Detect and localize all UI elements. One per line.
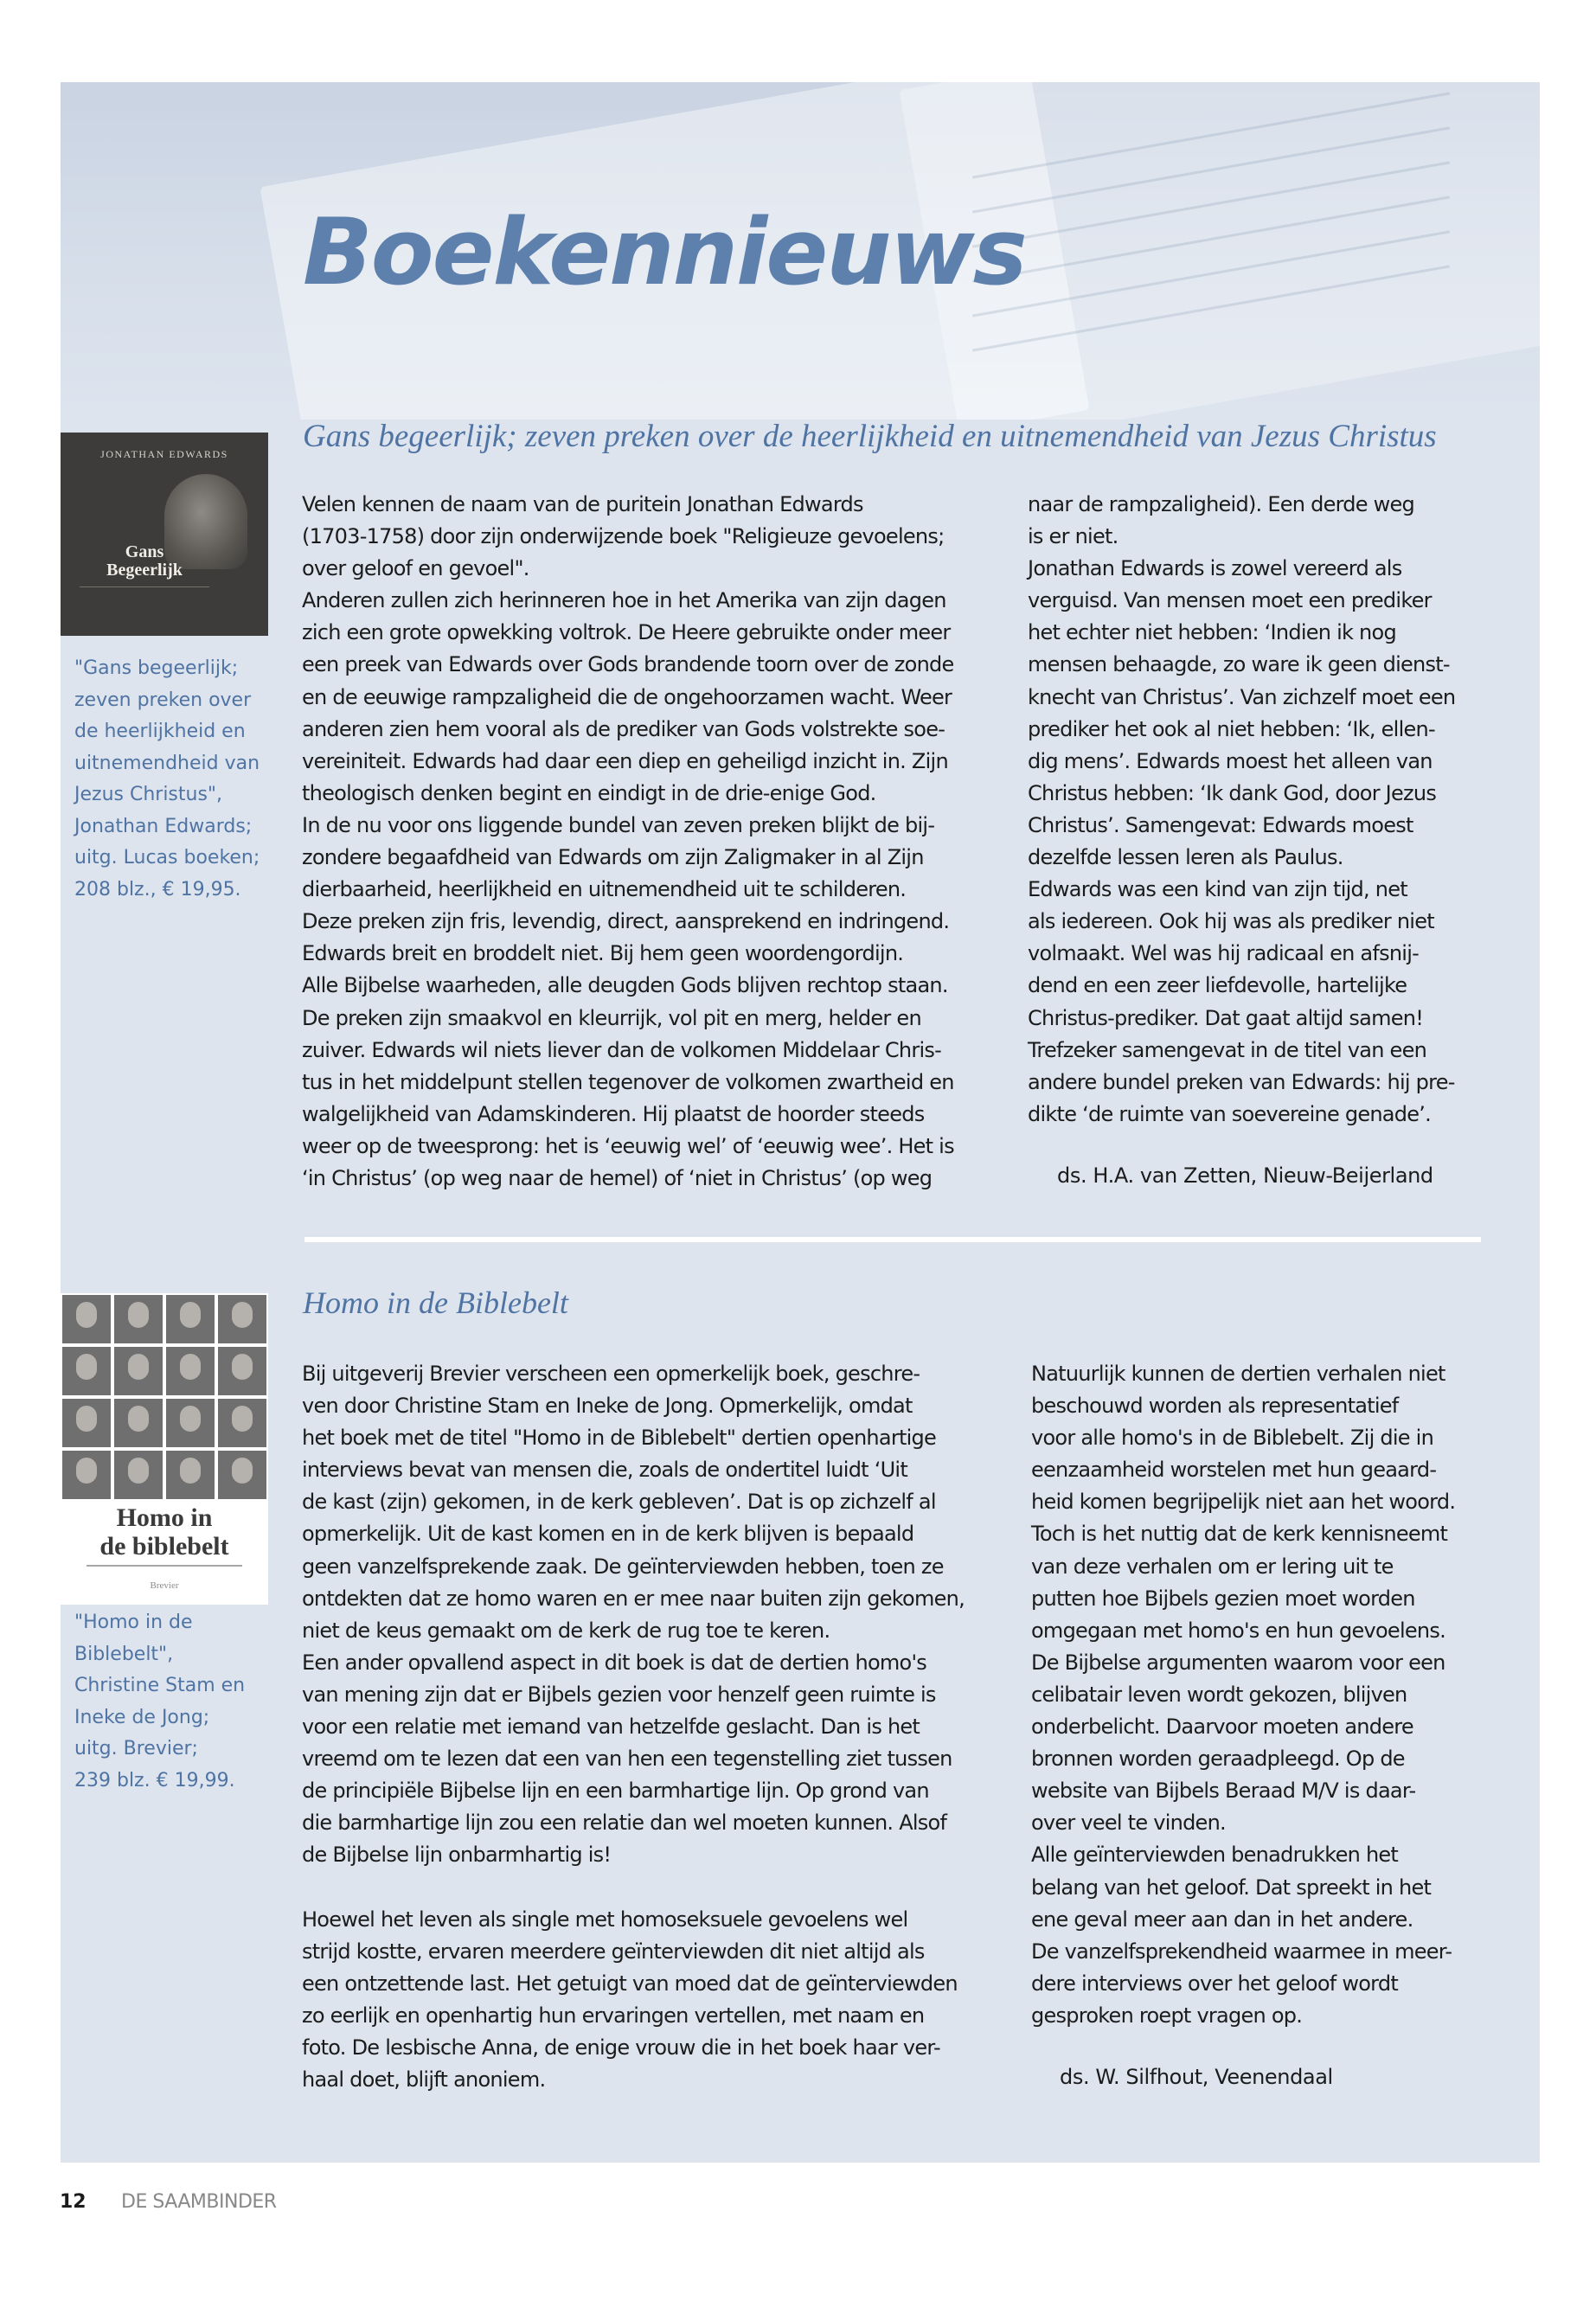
text-line: De preken zijn smaakvol en kleurrijk, vol pit en merg, helder en [302,1005,921,1030]
article-2-signature: ds. W. Silfhout, Veenendaal [1060,2065,1333,2089]
text-line: knecht van Christus’. Van zichzelf moet een [1028,684,1456,709]
page-number: 12 [60,2191,87,2213]
text-line: zuiver. Edwards wil niets liever dan de volkomen Middelaar Chris- [302,1037,942,1062]
text-line: theologisch denken begint en eindigt in de drie-enige God. [302,780,876,805]
text-line: dig mens’. Edwards moest het alleen van [1028,748,1433,773]
article-1-column-1 [302,489,954,1195]
text-line: de Bijbelse lijn onbarmhartig is! [302,1843,612,1868]
text-line: anderen zien hem vooral als de prediker van Gods volstrekte soe- [302,716,945,741]
text-line: In de nu voor ons liggende bundel van zeven preken blijkt de bij- [302,812,935,837]
text-line: de kast (zijn) gekomen, in de kerk gebleven’. Dat is op zichzelf al [302,1490,936,1515]
article-2-title: Homo in de Biblebelt [303,1285,568,1320]
text-line: belang van het geloof. Dat spreekt in het [1031,1875,1432,1900]
magazine-name: DE SAAMBINDER [121,2191,277,2213]
text-line: heid komen begrijpelijk niet aan het woord. [1031,1490,1456,1515]
text-line: zondere begaafdheid van Edwards om zijn Zaligmaker in al Zijn [302,845,924,870]
text-line: Een ander opvallend aspect in dit boek is dat de dertien homo's [302,1650,927,1675]
text-line: strijd kostte, ervaren meerdere geïnterviewden dit niet altijd als [302,1939,925,1964]
text-line: putten hoe Bijbels gezien moet worden [1031,1586,1415,1611]
text-line: foto. De lesbische Anna, de enige vrouw die in het boek haar ver- [302,2035,940,2060]
text-line: interviews bevat van mensen die, zoals de ondertitel luidt ‘Uit [302,1458,907,1483]
text-line: niet de keus gemaakt om de kerk de rug toe te keren. [302,1618,830,1643]
text-line: gesproken roept vragen op. [1031,2003,1303,2028]
text-line: andere bundel preken van Edwards: hij pre- [1028,1069,1455,1094]
text-line: (1703-1758) door zijn onderwijzende boek "Religieuze gevoelens; [302,524,945,549]
text-line: Christus hebben: ‘Ik dank God, door Jezus [1028,780,1437,805]
content-panel [61,82,1540,2163]
book-caption-1: "Gans begeerlijk; zeven preken over de heerlijkheid en uitnemendheid van Jezus Christus", Jonathan Edwards; uitg. Lucas boeken; 208 blz., € 19,95. [74,657,260,901]
text-line: volmaakt. Wel was hij radicaal en afsnij- [1028,941,1420,966]
text-line: en de eeuwige rampzaligheid die de ongehoorzamen wacht. Weer [302,684,952,709]
text-line: vereiniteit. Edwards had daar een diep en geheiligd inzicht in. Zijn [302,748,948,773]
text-line: ven door Christine Stam en Ineke de Jong. Opmerkelijk, omdat [302,1394,913,1419]
text-line: opmerkelijk. Uit de kast komen en in de kerk blijven is bepaald [302,1522,914,1547]
text-line: ontdekten dat ze homo waren en er mee naar buiten zijn gekomen, [302,1586,965,1611]
text-line: vreemd om te lezen dat een van hen een tegenstelling ziet tussen [302,1747,952,1772]
text-line: De vanzelfsprekendheid waarmee in meer- [1031,1939,1452,1964]
text-line: het echter niet hebben: ‘Indien ik nog [1028,620,1396,645]
text-line: als iedereen. Ook hij was als prediker niet [1028,909,1434,934]
cover-photo-grid [61,1293,268,1501]
text-line: ene geval meer aan dan in het andere. [1031,1907,1413,1932]
text-line: celibatair leven wordt gekozen, blijven [1031,1682,1407,1707]
text-line: een preek van Edwards over Gods brandende toorn over de zonde [302,652,954,677]
text-line: dezelfde lessen leren als Paulus. [1028,845,1343,870]
text-line: Edwards was een kind van zijn tijd, net [1028,877,1407,902]
text-line: Alle geïnterviewden benadrukken het [1031,1843,1399,1868]
text-line: Edwards breit en broddelt niet. Bij hem geen woordengordijn. [302,941,904,966]
text-line: een ontzettende last. Het getuigt van moed dat de geïnterviewden [302,1971,958,1996]
text-line: voor alle homo's in de Biblebelt. Zij die in [1031,1426,1434,1451]
text-line: geen vanzelfsprekende zaak. De geïnterviewden hebben, toen ze [302,1554,944,1579]
text-line: dikte ‘de ruimte van soevereine genade’. [1028,1101,1432,1126]
book-cover-gans-begeerlijk [61,433,268,636]
text-line [302,1872,965,1904]
article-2-column-1 [302,1358,965,2096]
text-line: Natuurlijk kunnen de dertien verhalen niet [1031,1362,1445,1386]
text-line: die barmhartige lijn zou een relatie dan wel moeten kunnen. Alsof [302,1811,947,1836]
text-line: dend en een zeer liefdevolle, hartelijke [1028,973,1407,998]
text-line: naar de rampzaligheid). Een derde weg [1028,492,1415,516]
text-line: tus in het middelpunt stellen tegenover de volkomen zwartheid en [302,1069,954,1094]
text-line: van deze verhalen om er lering uit te [1031,1554,1394,1579]
text-line: Anderen zullen zich herinneren hoe in het Amerika van zijn dagen [302,588,946,613]
article-1-title: Gans begeerlijk; zeven preken over de heerlijkheid en uitnemendheid van Jezus Christus [303,419,1437,454]
text-line: is er niet. [1028,524,1118,549]
cover-publisher: Brevier [150,1580,179,1591]
text-line: zich een grote opwekking voltrok. De Heere gebruikte onder meer [302,620,951,645]
text-line: Bij uitgeverij Brevier verscheen een opmerkelijk boek, geschre- [302,1362,920,1386]
text-line: het boek met de titel "Homo in de Biblebelt" dertien openhartige [302,1426,937,1451]
article-2-column-2 [1031,1358,1455,2032]
text-line: verguisd. Van mensen moet een prediker [1028,588,1432,613]
page-title: Boekennieuws [303,199,1026,305]
text-line: over veel te vinden. [1031,1811,1226,1836]
text-line: ‘in Christus’ (op weg naar de hemel) of ‘niet in Christus’ (op weg [302,1165,933,1190]
book-caption-2: "Homo in de Biblebelt", Christine Stam en Ineke de Jong; uitg. Brevier; 239 blz. € 19,99. [74,1612,246,1791]
text-line: haal doet, blijft anoniem. [302,2067,546,2093]
text-line: walgelijkheid van Adamskinderen. Hij plaatst de hoorder steeds [302,1101,925,1126]
cover-subtitle-rule [87,1565,242,1567]
cover-author: JONATHAN EDWARDS [100,448,228,460]
text-line: voor een relatie met iemand van hetzelfde geslacht. Dan is het [302,1715,920,1740]
cover-title: Gans Begeerlijk [106,542,183,580]
text-line: omgegaan met homo's en hun gevoelens. [1031,1618,1445,1643]
text-line: over geloof en gevoel". [302,556,529,581]
text-line: Hoewel het leven als single met homoseksuele gevoelens wel [302,1907,908,1932]
text-line: eenzaamheid worstelen met hun geaard- [1031,1458,1437,1483]
text-line: Deze preken zijn fris, levendig, direct, aansprekend en indringend. [302,909,950,934]
text-line: Trefzeker samengevat in de titel van een [1028,1037,1427,1062]
text-line: website van Bijbels Beraad M/V is daar- [1031,1779,1416,1804]
article-1-signature: ds. H.A. van Zetten, Nieuw-Beijerland [1057,1163,1433,1188]
text-line: Jonathan Edwards is zowel vereerd als [1028,556,1402,581]
cover-subtitle-rule [80,586,209,608]
text-line: van mening zijn dat er Bijbels gezien voor henzelf geen ruimte is [302,1682,936,1707]
text-line: de principiële Bijbelse lijn en een barmhartige lijn. Op grond van [302,1779,929,1804]
cover-title: Homo in de biblebelt [99,1503,229,1561]
text-line: onderbelicht. Daarvoor moeten andere [1031,1715,1413,1740]
article-1-column-2 [1028,489,1455,1131]
book-cover-homo-in-de-biblebelt [61,1293,268,1605]
text-line: dere interviews over het geloof wordt [1031,1971,1398,1996]
text-line: De Bijbelse argumenten waarom voor een [1031,1650,1445,1675]
text-line: Velen kennen de naam van de puritein Jonathan Edwards [302,492,863,516]
text-line: Christus-prediker. Dat gaat altijd samen! [1028,1005,1424,1030]
text-line: mensen behaagde, zo ware ik geen dienst- [1028,652,1450,677]
article-separator [304,1237,1481,1242]
text-line: dierbaarheid, heerlijkheid en uitnemendheid uit te schilderen. [302,877,907,902]
text-line: beschouwd worden als representatief [1031,1394,1399,1419]
text-line: prediker het ook al niet hebben: ‘Ik, ellen- [1028,716,1435,741]
text-line: Alle Bijbelse waarheden, alle deugden Gods blijven rechtop staan. [302,973,948,998]
text-line: Toch is het nuttig dat de kerk kennisneemt [1031,1522,1448,1547]
text-line: Christus’. Samengevat: Edwards moest [1028,812,1413,837]
text-line: zo eerlijk en openhartig hun ervaringen vertellen, met naam en [302,2003,925,2028]
text-line: weer op de tweesprong: het is ‘eeuwig wel’ of ‘eeuwig wee’. Het is [302,1133,954,1158]
text-line: bronnen worden geraadpleegd. Op de [1031,1747,1405,1772]
